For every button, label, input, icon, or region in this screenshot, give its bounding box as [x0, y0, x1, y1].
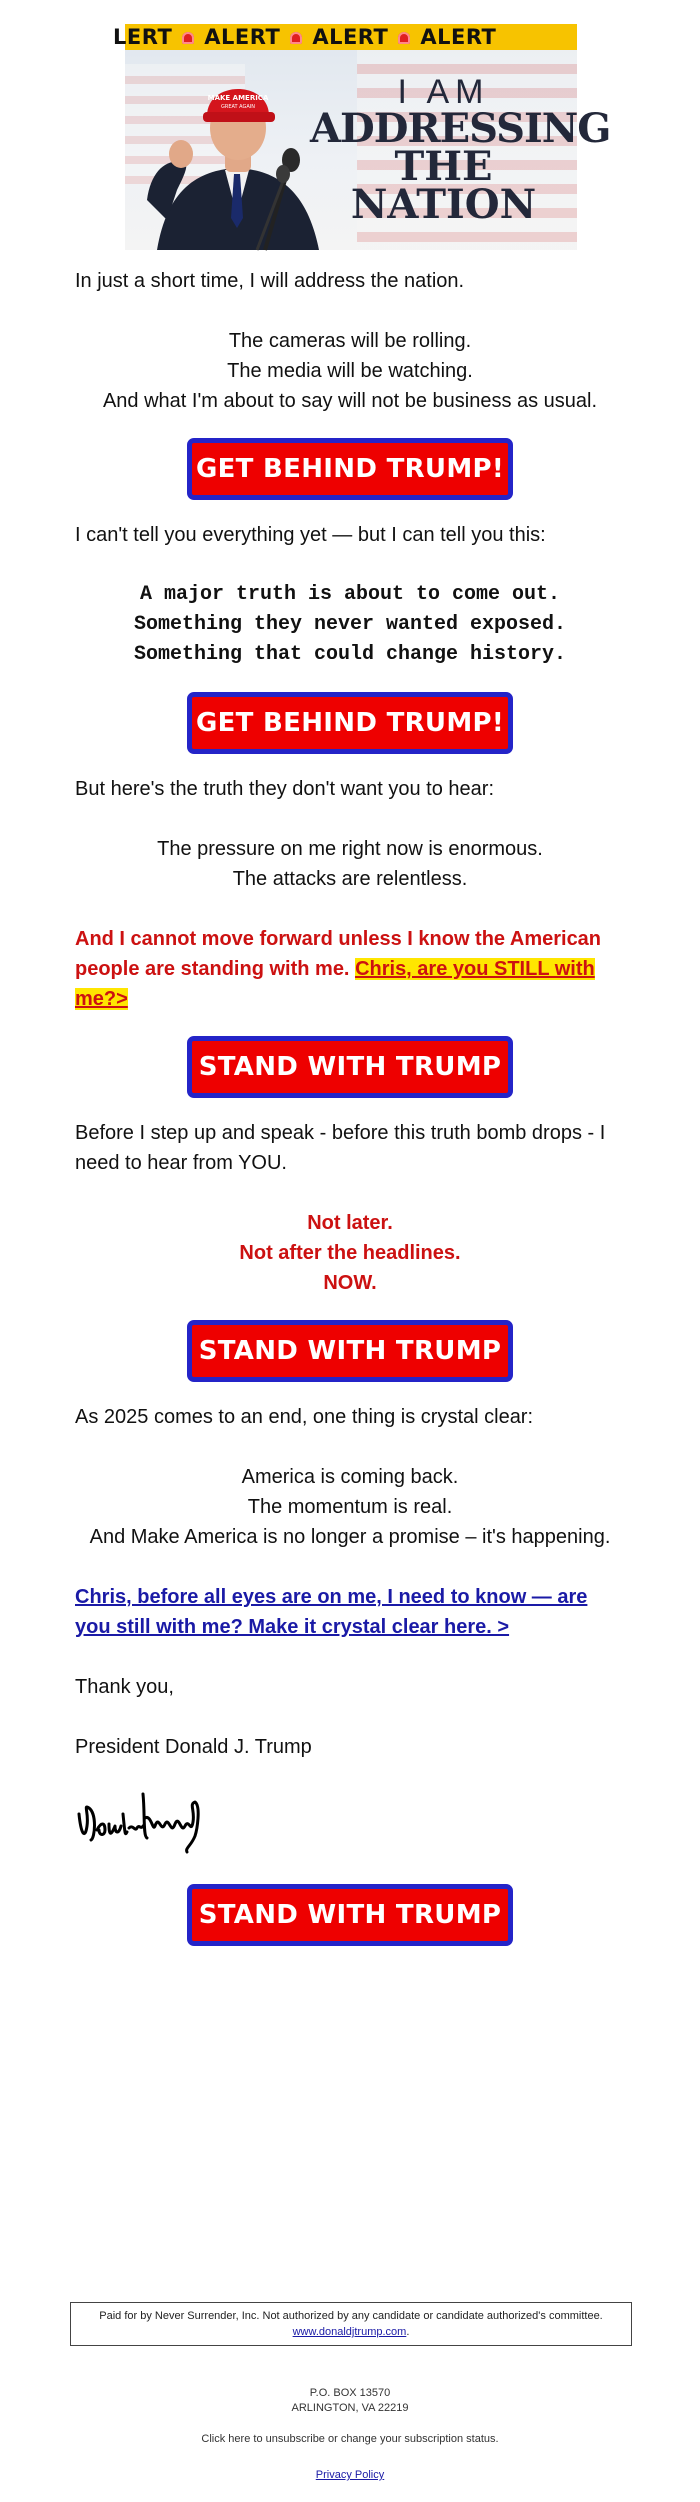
emphasis-text: And I cannot move forward unless I know the American people are standing with me. [75, 928, 602, 980]
site-link[interactable]: www.donaldjtrump.com [292, 2326, 407, 2338]
hero-headline-line: ADDRESSING [310, 105, 611, 152]
email-body [75, 266, 625, 1946]
get-behind-trump-button[interactable]: GET BEHIND TRUMP! [187, 692, 513, 754]
paragraph: Before I step up and speak - before this truth bomb drops - I need to hear from YOU. [75, 1122, 606, 1174]
stand-with-trump-button[interactable]: STAND WITH TRUMP [187, 1320, 513, 1382]
alert-word: ALERT [420, 25, 497, 49]
site-link-suffix: . [406, 2326, 410, 2338]
signature-icon [75, 1774, 215, 1854]
red-centered-line: Not later. [307, 1212, 393, 1234]
emphasis-paragraph [75, 924, 625, 1014]
crystal-clear-link[interactable]: Chris, before all eyes are on me, I need to know — are you still with me? Make it crystal clear here. > [75, 1586, 588, 1638]
button-row [75, 1884, 625, 1946]
centered-line: The media will be watching. [227, 360, 473, 382]
button-row [75, 1320, 625, 1382]
privacy-row [0, 2468, 700, 2483]
red-centered-line: NOW. [323, 1272, 377, 1294]
alert-word: ALERT [312, 25, 389, 49]
closing-line: Thank you, [75, 1676, 174, 1698]
hero-headline [310, 73, 611, 228]
paragraph: In just a short time, I will address the nation. [75, 270, 465, 292]
unsubscribe-text[interactable]: Click here to unsubscribe or change your subscription status. [201, 2433, 499, 2445]
mono-line: Something they never wanted exposed. [133, 613, 567, 636]
mailing-address [0, 2386, 700, 2416]
mono-line: A major truth is about to come out. [139, 583, 561, 606]
city-state: ARLINGTON, VA 22219 [291, 2402, 409, 2414]
hero-headline-line: I AM [397, 73, 490, 111]
hat-text-2: GREAT AGAIN [220, 104, 256, 110]
centered-line: The momentum is real. [247, 1496, 453, 1518]
centered-line: America is coming back. [241, 1466, 459, 1488]
hero-headline-line: THE [394, 143, 493, 190]
paragraph: I can't tell you everything yet — but I can tell you this: [75, 524, 546, 546]
centered-line: And Make America is no longer a promise – it's happening. [89, 1526, 611, 1548]
paragraph: As 2025 comes to an end, one thing is crystal clear: [75, 1406, 534, 1428]
po-box: P.O. BOX 13570 [309, 2387, 391, 2399]
mono-line: Something that could change history. [133, 643, 567, 666]
button-row [75, 692, 625, 754]
siren-icon [182, 32, 194, 44]
speaker-photo [137, 50, 337, 250]
hat-text: MAKE AMERICA [207, 94, 269, 102]
still-with-me-link[interactable]: Chris, are you STILL with me?> [75, 958, 595, 1010]
signoff-name: President Donald J. Trump [75, 1736, 312, 1758]
get-behind-trump-button[interactable]: GET BEHIND TRUMP! [187, 438, 513, 500]
alert-word: ALERT [204, 25, 281, 49]
hero-headline-line: NATION [350, 181, 537, 228]
alert-strip [113, 24, 577, 50]
centered-line: And what I'm about to say will not be business as usual. [102, 390, 598, 412]
centered-line: The pressure on me right now is enormous. [157, 838, 543, 860]
disclaimer-text: Paid for by Never Surrender, Inc. Not authorized by any candidate or candidate authorized's committee. [99, 2310, 603, 2322]
paid-for-disclaimer [70, 2302, 632, 2346]
red-centered-line: Not after the headlines. [239, 1242, 461, 1264]
centered-line: The cameras will be rolling. [228, 330, 472, 352]
alert-word: LERT [113, 25, 173, 49]
siren-icon [290, 32, 302, 44]
stand-with-trump-button[interactable]: STAND WITH TRUMP [187, 1884, 513, 1946]
stand-with-trump-button[interactable]: STAND WITH TRUMP [187, 1036, 513, 1098]
disclaimer-link-line [71, 2324, 631, 2340]
centered-line: The attacks are relentless. [232, 868, 468, 890]
hero-banner[interactable] [113, 24, 611, 250]
button-row [75, 438, 625, 500]
button-row [75, 1036, 625, 1098]
siren-icon [398, 32, 410, 44]
paragraph: But here's the truth they don't want you to hear: [75, 778, 495, 800]
privacy-policy-link[interactable]: Privacy Policy [315, 2469, 385, 2481]
